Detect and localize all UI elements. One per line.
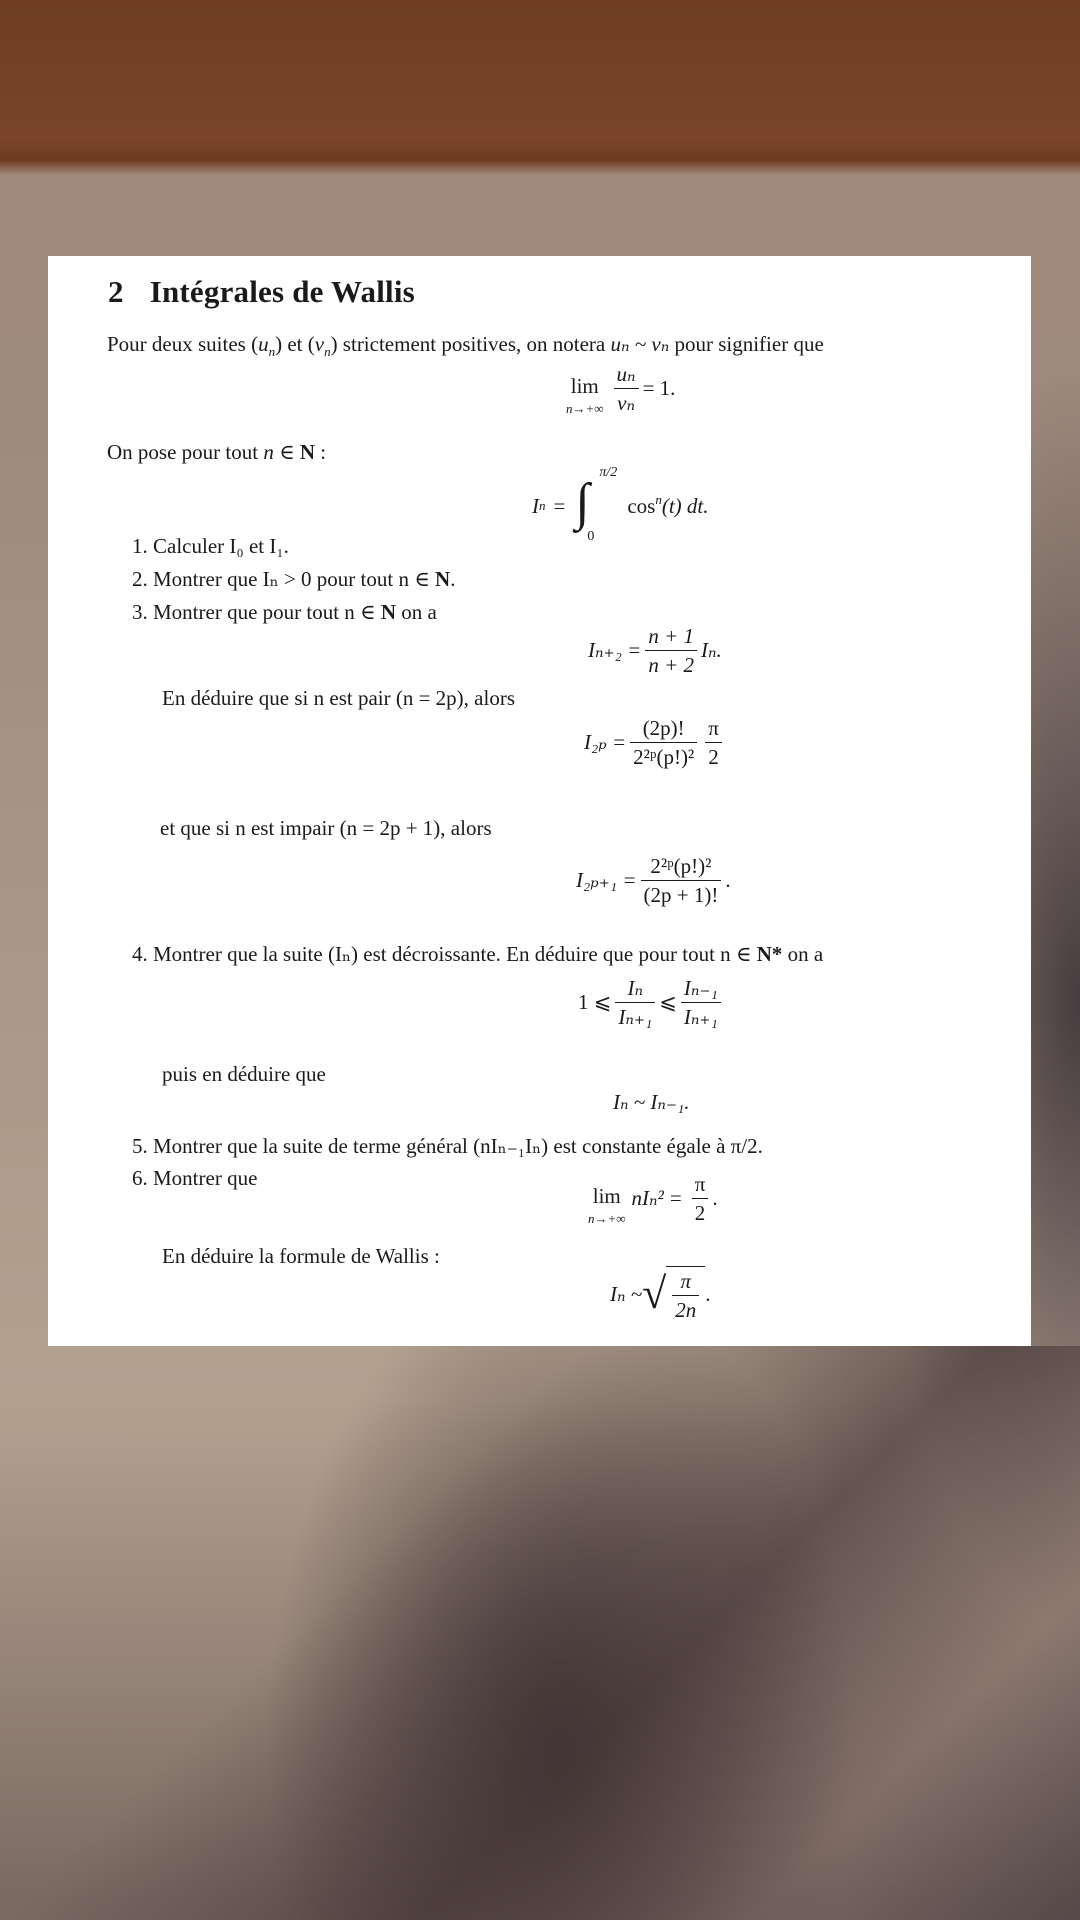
equivalence-expression: uₙ ~ vₙ	[610, 332, 670, 356]
limit-nIn2: lim n→+∞ nIₙ² = $\frac{\pi}{2}$ .	[588, 1171, 718, 1226]
odd-case-intro: et que si n est impair (n = 2p + 1), alors	[160, 816, 492, 840]
wallis-formula: Iₙ ~ √ $\frac{\pi}{2n}$ .	[610, 1266, 711, 1322]
section-number: 2	[108, 274, 124, 309]
question-4: 4. Montrer que la suite (Iₙ) est décroissante. En déduire que pour tout n ∈ N* on a	[132, 942, 824, 966]
integral-sign: ∫ π/2 0	[575, 465, 618, 544]
question-6: 6. Montrer que	[132, 1166, 258, 1190]
recurrence-formula: Iₙ₊₂ = $\frac{n + 1}{n + 2}$ Iₙ.	[588, 624, 722, 678]
even-case-intro: En déduire que si n est pair (n = 2p), alors	[162, 686, 516, 710]
document-page	[48, 256, 1031, 1346]
question-1: 1. Calculer I₀ et I₁.	[132, 534, 289, 558]
question-3: 3. Montrer que pour tout n ∈ N on a	[132, 600, 437, 624]
limit-definition: lim n→+∞ $\frac{\text{uₙ}}{\text{vₙ}}$ = 1.	[566, 361, 676, 416]
pose-line: On pose pour tout n ∈ N :	[107, 440, 327, 464]
square-root: √ $\frac{\pi}{2n}$	[642, 1266, 705, 1322]
equivalence-In: Iₙ ~ Iₙ₋₁.	[613, 1090, 690, 1114]
ratio-inequality: 1 ⩽ $\frac{\text{Iₙ}}{\text{Iₙ₊₁}}$ ⩽ $\frac{\text{Iₙ₋₁}}{\text{Iₙ₊₁}}$	[578, 976, 725, 1029]
even-formula: I₂ₚ = $\frac{(2p)!}{\text{2²ᵖ(p!)²}}$ $\frac{\pi}{2}$	[584, 716, 726, 769]
section-title: Intégrales de Wallis	[149, 274, 415, 309]
section-heading	[108, 274, 415, 310]
question-2: 2. Montrer que Iₙ > 0 pour tout n ∈ N.	[132, 567, 456, 591]
integral-definition: I n = ∫ π/2 0 cos $^n$ (t) dt.	[532, 465, 709, 544]
intro-paragraph: Pour deux suites $(u_n)$ et $(v_n)$ strictement positives, on notera uₙ ~ vₙ pour signifier que	[107, 332, 824, 360]
question-5: 5. Montrer que la suite de terme général (nIₙ₋₁Iₙ) est constante égale à π/2.	[132, 1134, 763, 1158]
background-shadow	[0, 1346, 1080, 1920]
then-deduce-text: puis en déduire que	[162, 1062, 326, 1086]
odd-formula: I₂ₚ₊₁ = $\frac{\text{2²ᵖ(p!)²}}{(2p + 1)!}$ .	[576, 854, 731, 908]
wallis-deduce-text: En déduire la formule de Wallis :	[162, 1244, 440, 1268]
